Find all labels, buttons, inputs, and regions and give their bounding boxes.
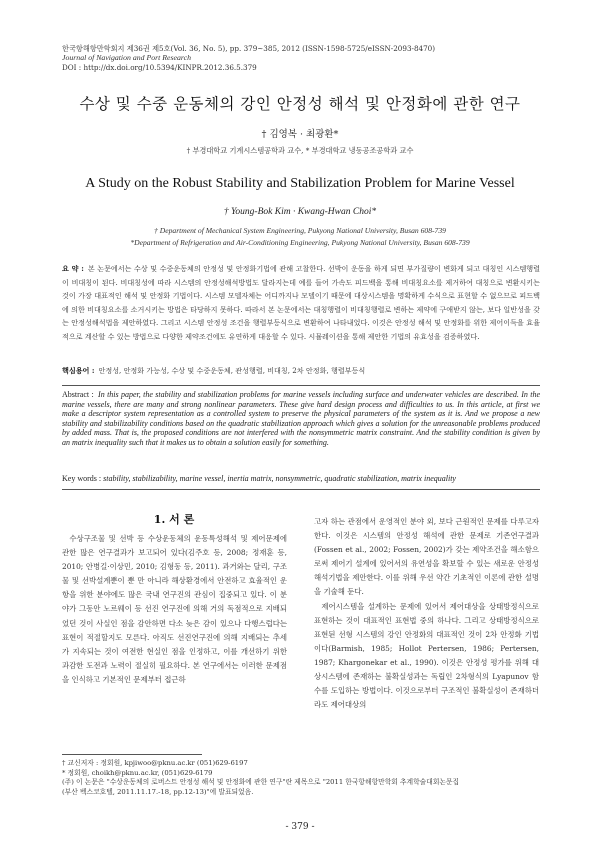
abstract-korean-text: 본 논문에서는 수상 및 수중운동체의 안정성 및 안정화기법에 관해 고찰한다. 선박이 운동을 하게 되면 부가질량이 변화게 되고 대칭인 시스템행렬이 비대칭이 된다. 비대칭성에 따라 시스템의 안정성해석방법도 달라지는데 예를 들어 가속도 피드백을 통해 비대칭요소를 제거하여 대칭으로 변환시키는 것이 가장 대표적인 해석 및 안정화 기법이다. 시스템 모델자체는 어디까지나 모델이기 때문에 대상시스템을 명확하게 수식으로 표현할 수 없으므로 피드백에 의한 비대칭요소를 소거시키는 방법은 타당하지 못하다. 따라서 본 논문에서는 대칭행렬이 비대칭행렬로 변하는 제약에 구애받지 않는, 보다 일반성을 갖는 안정성해석법을 제안하였다. 그리고 시스템 안정성 조건을 행렬부등식으로 변환하여 나타내었다. 이것은 안정성 해석 및 안정화를 위한 제어이득을 효율적으로 계산할 수 있는 방법으로 다양한 제약조건에도 유연하게 대응할 수 있다. 시뮬레이션을 통해 제안한 기법의 유효성을 검증하였다. <box>62 264 541 341</box>
page-number: - 379 - <box>285 822 315 832</box>
body-column-left <box>62 532 287 687</box>
keywords-english-label: Key words : <box>62 474 102 483</box>
footnote-rule <box>62 754 202 755</box>
abstract-english <box>62 390 540 447</box>
section-divider <box>62 489 540 490</box>
title-korean: 수상 및 수중 운동체의 강인 안정성 해석 및 안정화에 관한 연구 <box>79 95 521 113</box>
abstract-english-text: In this paper, the stability and stabilization problems for marine vessels including surface and underwater vehicles are described. In the marine vessels, there are many and strong nonlinear parameters. These give hard design process and difficulties to us. In this article, at first we make a descriptor system representation as a controlled system to preserve the physical parameters of the system as it is. And we propose a new stability and stabilizability conditions based on the quadratic stabilization approach which gives a solution for the unreasonable problems produced by added mass. That is, the proposed conditions are not interfered with the nonsymmetric matrix constraint. And the stability condition is given by an matrix inequality such that it makes us to obtain a solution easily for something. <box>62 390 540 447</box>
body-paragraph: 고자 하는 관점에서 운영적인 분야 외, 보다 근원적인 문제를 다루고자 한다. 이것은 시스템의 안정성 해석에 관한 문제로 기존연구결과(Fossen et al., 2002; Fossen, 2002)가 갖는 제약조건을 해소함으로써 제어기 설계에 있어서의 유연성을 확보할 수 있는 새로운 안정성 해석기법을 제안한다. 이를 위해 우선 약간 기초적인 이론에 관한 설명을 기술해 둔다. <box>314 517 539 597</box>
abstract-korean-label: 요 약 : <box>62 264 84 273</box>
keywords-english <box>62 474 540 483</box>
abstract-english-label: Abstract : <box>62 390 94 399</box>
keywords-english-text: stability, stabilizability, marine vessel, inertia matrix, nonsymmetric, quadratic stabilization, matrix inequality <box>103 474 456 483</box>
body-column-right <box>314 515 539 712</box>
footnotes <box>62 759 540 798</box>
footnote-note: (주) 이 논문은 "수상운동체의 로버스트 안정성 해석 및 안정화에 관한 연구"란 제목으로 "2011 한국항해항만학회 추계학술대회논문집 <box>62 778 460 787</box>
journal-name: Journal of Navigation and Port Research <box>62 53 191 62</box>
body-paragraph: 제어시스템을 설계하는 문제에 있어서 제어대상을 상태방정식으로 표현하는 것이 대표적인 표현법 중의 하나다. 그리고 상태방정식으로 표현된 선형 시스템의 강인 안정화의 대표적인 것이 2차 안정화 기법이다(Barmish, 1985; Hollot Pertersen, 1986; Pertersen, 1987; Khargonekar et al., 1990). 이것은 안정성 평가를 위해 대상시스템에 존재하는 불확실성과는 독립인 2차형식의 Lyapunov 함수를 도입하는 방법이다. 이것으로부터 구조적인 불확실성이 존재하더라도 제어대상의 <box>314 601 539 710</box>
journal-citation: 한국항해항만학회지 제36권 제5호(Vol. 36, No. 5), pp. 379~385, 2012 (ISSN-1598-5725/eISSN-2093-8470) <box>62 44 436 53</box>
footnote-coauthor: * 정회원, choikh@pknu.ac.kr, (051)629-6179 <box>62 768 213 777</box>
keywords-korean-text: 안정성, 안정화 가능성, 수상 및 수중운동체, 관성행렬, 비대칭, 2차 안정화, 행렬부등식 <box>98 366 366 375</box>
affiliation-korean: † 부경대학교 기계시스템공학과 교수, * 부경대학교 냉동공조공학과 교수 <box>186 146 414 155</box>
affiliation-english-2: *Department of Refrigeration and Air-Conditioning Engineering, Pukyong National University, Busan 608-739 <box>130 238 470 247</box>
keywords-korean <box>62 366 540 376</box>
footnote-note-continued: (부산 벡스코호텔, 2011.11.17.-18, pp.12-13)"에 발표되었음. <box>62 788 254 797</box>
footnote-corresponding-author: † 교신저자 : 정회원, kpjiwoo@pknu.ac.kr (051)629-6197 <box>62 759 248 767</box>
affiliation-english-1: † Department of Mechanical System Engineering, Pukyong National University, Busan 608-739 <box>154 226 446 235</box>
keywords-korean-label: 핵심용어 : <box>62 366 95 375</box>
section-divider <box>62 385 540 386</box>
authors-english: † Young-Bok Kim · Kwang-Hwan Choi* <box>223 207 377 217</box>
title-english: A Study on the Robust Stability and Stabilization Problem for Marine Vessel <box>85 176 515 191</box>
doi-line[interactable]: DOI : http://dx.doi.org/10.5394/KINPR.2012.36.5.379 <box>62 63 257 72</box>
body-paragraph: 수상구조물 및 선박 등 수상운동체의 운동특성해석 및 제어문제에 관한 많은 연구결과가 보고되어 있다(김주호 등, 2008; 정재훈 등, 2010; 안병길·이상민, 2010; 김형동 등, 2011). 과거와는 달리, 구조물 및 선박설계뿐이 뿐 만 아니라 해상환경에서 안전하고 효율적인 운항을 위한 분야에도 많은 국내 연구진의 관심이 집중되고 있다. 이 분야가 그동안 노르웨이 등 선진 연구진에 의해 거의 독점적으로 지배되었던 것이 사실인 점을 감안하면 다소 늦은 감이 있으나 다행스럽다는 표현이 적절할지도 모른다. 아직도 선진연구진에 의해 지배되는 추세가 지속되는 것이 여전한 현실인 점을 인정하고, 이를 개선하기 위한 과감한 도전과 노력이 절실히 필요하다. 본 연구에서는 이러한 문제점을 인식하고 기본적인 문제부터 접근하 <box>62 534 287 684</box>
abstract-korean <box>62 262 540 343</box>
authors-korean: † 김영복 · 최광환* <box>261 129 339 140</box>
section-heading-introduction: 1. 서 론 <box>153 513 195 526</box>
